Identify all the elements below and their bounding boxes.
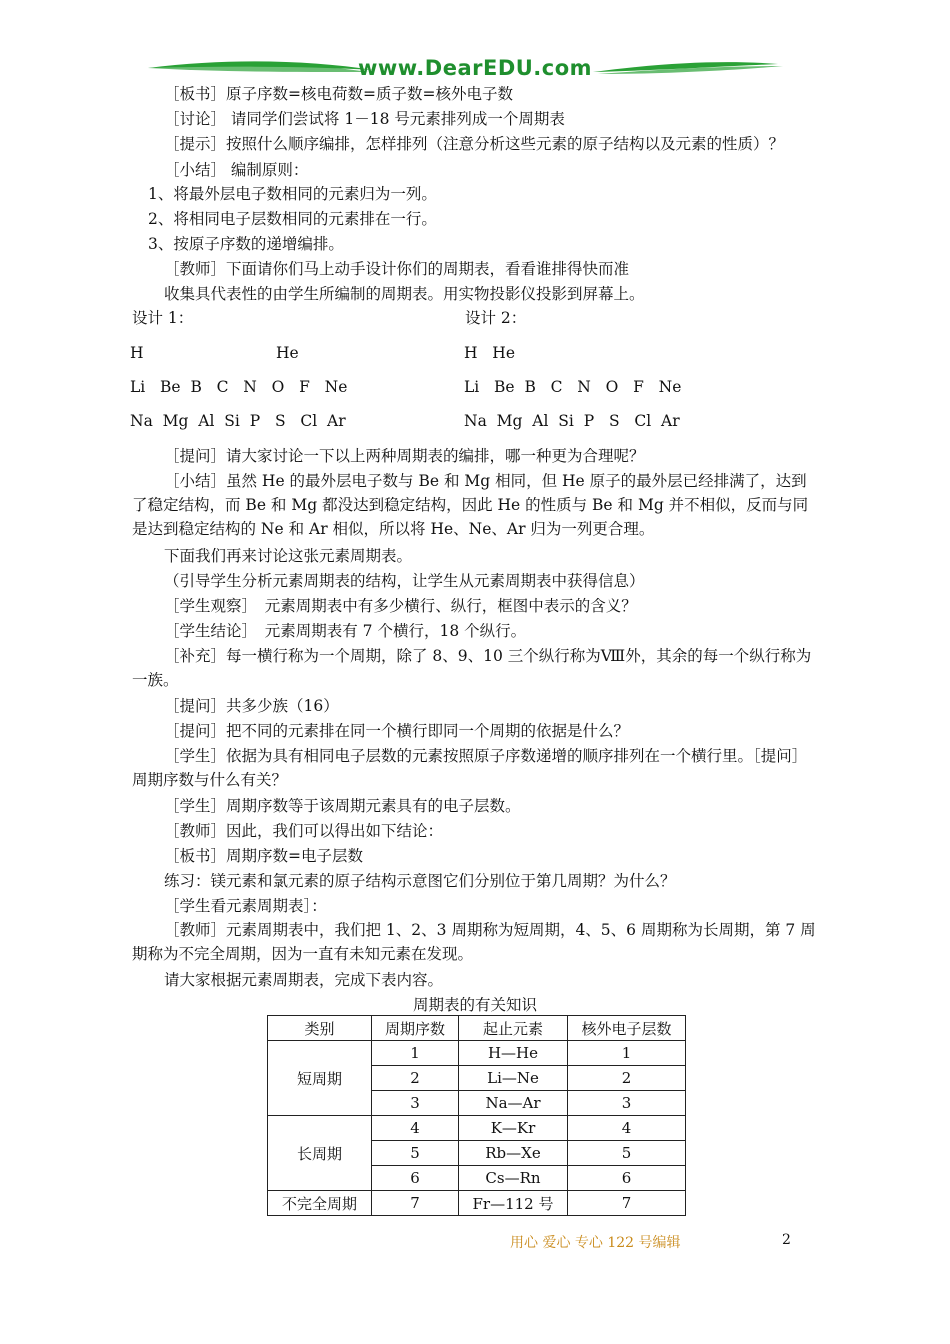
table-row — [268, 1191, 686, 1216]
student-conclusion: ［学生结论］ 元素周期表有 7 个横行，18 个纵行。 — [164, 622, 527, 640]
site-logo: www.DearEDU.com — [357, 56, 593, 80]
summary-heading: ［小结］ 编制原则： — [164, 161, 309, 179]
discussion-next: 下面我们再来讨论这张元素周期表。 — [164, 547, 413, 565]
hint: ［提示］按照什么顺序编排，怎样排列（注意分析这些元素的原子结构以及元素的性质）？ — [164, 135, 785, 153]
question-groups: ［提问］共多少族（16） — [164, 697, 339, 715]
question-1: ［提问］请大家讨论一下以上两种周期表的编排，哪一种更为合理呢？ — [164, 447, 645, 465]
design-1-row-2: Li Be B C N O F Ne — [130, 378, 348, 396]
question-basis: ［提问］把不同的元素排在同一个横行即同一个周期的依据是什么？ — [164, 722, 630, 740]
cell: H—He — [459, 1041, 568, 1066]
group-long: 长周期 — [268, 1116, 372, 1191]
teacher-instruction: ［教师］下面请你们马上动手设计你们的周期表，看看谁排得快而准 — [164, 260, 630, 278]
footer-text: 用心 爱心 专心 122 号编辑 — [510, 1235, 681, 1251]
summary-2: ［小结］虽然 He 的最外层电子数与 Be 和 Mg 相同，但 He 原子的最外层已经排满了，达到了稳定结构，而 Be 和 Mg 都没达到稳定结构，因此 He 的性质与 Be 和 Mg 并不相似，反而与同是达到稳定结构的 Ne 和 Ar 相似，所以将 He、Ne、Ar 归为一列更合理。 — [132, 472, 809, 538]
principle-3: 3、按原子序数的递增编排。 — [148, 235, 344, 253]
page-number: 2 — [782, 1232, 791, 1248]
cell: 7 — [568, 1191, 686, 1216]
teacher-conclusion: ［教师］因此，我们可以得出如下结论： — [164, 822, 444, 840]
cell: 1 — [568, 1041, 686, 1066]
cell: 1 — [372, 1041, 459, 1066]
design-1-row-1-h: H — [130, 344, 144, 362]
cell: 6 — [372, 1166, 459, 1191]
cell: 4 — [372, 1116, 459, 1141]
group-incomplete: 不完全周期 — [268, 1191, 372, 1216]
table-row — [268, 1041, 686, 1066]
period-table — [267, 1015, 686, 1216]
group-short: 短周期 — [268, 1041, 372, 1116]
header-period: 周期序数 — [372, 1016, 459, 1041]
cell: 3 — [372, 1091, 459, 1116]
header-category: 类别 — [268, 1016, 372, 1041]
design-2-row-3: Na Mg Al Si P S Cl Ar — [464, 412, 680, 430]
cell: 2 — [372, 1066, 459, 1091]
design-2-label: 设计 2： — [465, 309, 527, 327]
cell: 3 — [568, 1091, 686, 1116]
table-title: 周期表的有关知识 — [412, 996, 537, 1014]
cell: 7 — [372, 1191, 459, 1216]
cell: 5 — [568, 1141, 686, 1166]
student-answer-2: ［学生］周期序数等于该周期元素具有的电子层数。 — [164, 797, 521, 815]
teacher-periods: ［教师］元素周期表中，我们把 1、2、3 周期称为短周期，4、5、6 周期称为长周期，第 7 周期称为不完全周期，因为一直有未知元素在发现。 — [132, 921, 816, 963]
principle-2: 2、将相同电子层数相同的元素排在一行。 — [148, 210, 437, 228]
header-shells: 核外电子层数 — [568, 1016, 686, 1041]
student-look: ［学生看元素周期表］： — [164, 897, 327, 915]
discussion: ［讨论］ 请同学们尝试将 1－18 号元素排列成一个周期表 — [164, 110, 565, 128]
table-instruction: 请大家根据元素周期表，完成下表内容。 — [164, 971, 444, 989]
design-1-label: 设计 1： — [132, 309, 194, 327]
design-2-row-1: H He — [464, 344, 515, 362]
cell: Rb—Xe — [459, 1141, 568, 1166]
design-1-row-1-he: He — [276, 344, 299, 362]
cell: Fr—112 号 — [459, 1191, 568, 1216]
cell: 2 — [568, 1066, 686, 1091]
student-answer-1: ［学生］依据为具有相同电子层数的元素按照原子序数递增的顺序排列在一个横行里。［提问］周期序数与什么有关？ — [132, 747, 808, 789]
collect-note: 收集具代表性的由学生所编制的周期表。用实物投影仪投影到屏幕上。 — [164, 285, 645, 303]
cell: Cs—Rn — [459, 1166, 568, 1191]
guide-note: （引导学生分析元素周期表的结构，让学生从元素周期表中获得信息） — [164, 572, 645, 590]
cell: Li—Ne — [459, 1066, 568, 1091]
cell: 6 — [568, 1166, 686, 1191]
cell: 4 — [568, 1116, 686, 1141]
design-1-row-3: Na Mg Al Si P S Cl Ar — [130, 412, 346, 430]
design-2-row-2: Li Be B C N O F Ne — [464, 378, 682, 396]
table-header-row — [268, 1016, 686, 1041]
board-note-2: ［板书］周期序数=电子层数 — [164, 847, 363, 865]
principle-1: 1、将最外层电子数相同的元素归为一列。 — [148, 185, 437, 203]
header-elements: 起止元素 — [459, 1016, 568, 1041]
supplement: ［补充］每一横行称为一个周期，除了 8、9、10 三个纵行称为Ⅷ外，其余的每一个纵行称为一族。 — [132, 647, 812, 689]
cell: Na—Ar — [459, 1091, 568, 1116]
exercise: 练习：镁元素和氯元素的原子结构示意图它们分别位于第几周期？为什么？ — [164, 872, 676, 890]
board-note-1: ［板书］原子序数=核电荷数=质子数=核外电子数 — [164, 85, 513, 103]
student-observe: ［学生观察］ 元素周期表中有多少横行、纵行，框图中表示的含义？ — [164, 597, 637, 615]
cell: K—Kr — [459, 1116, 568, 1141]
table-row — [268, 1116, 686, 1141]
cell: 5 — [372, 1141, 459, 1166]
